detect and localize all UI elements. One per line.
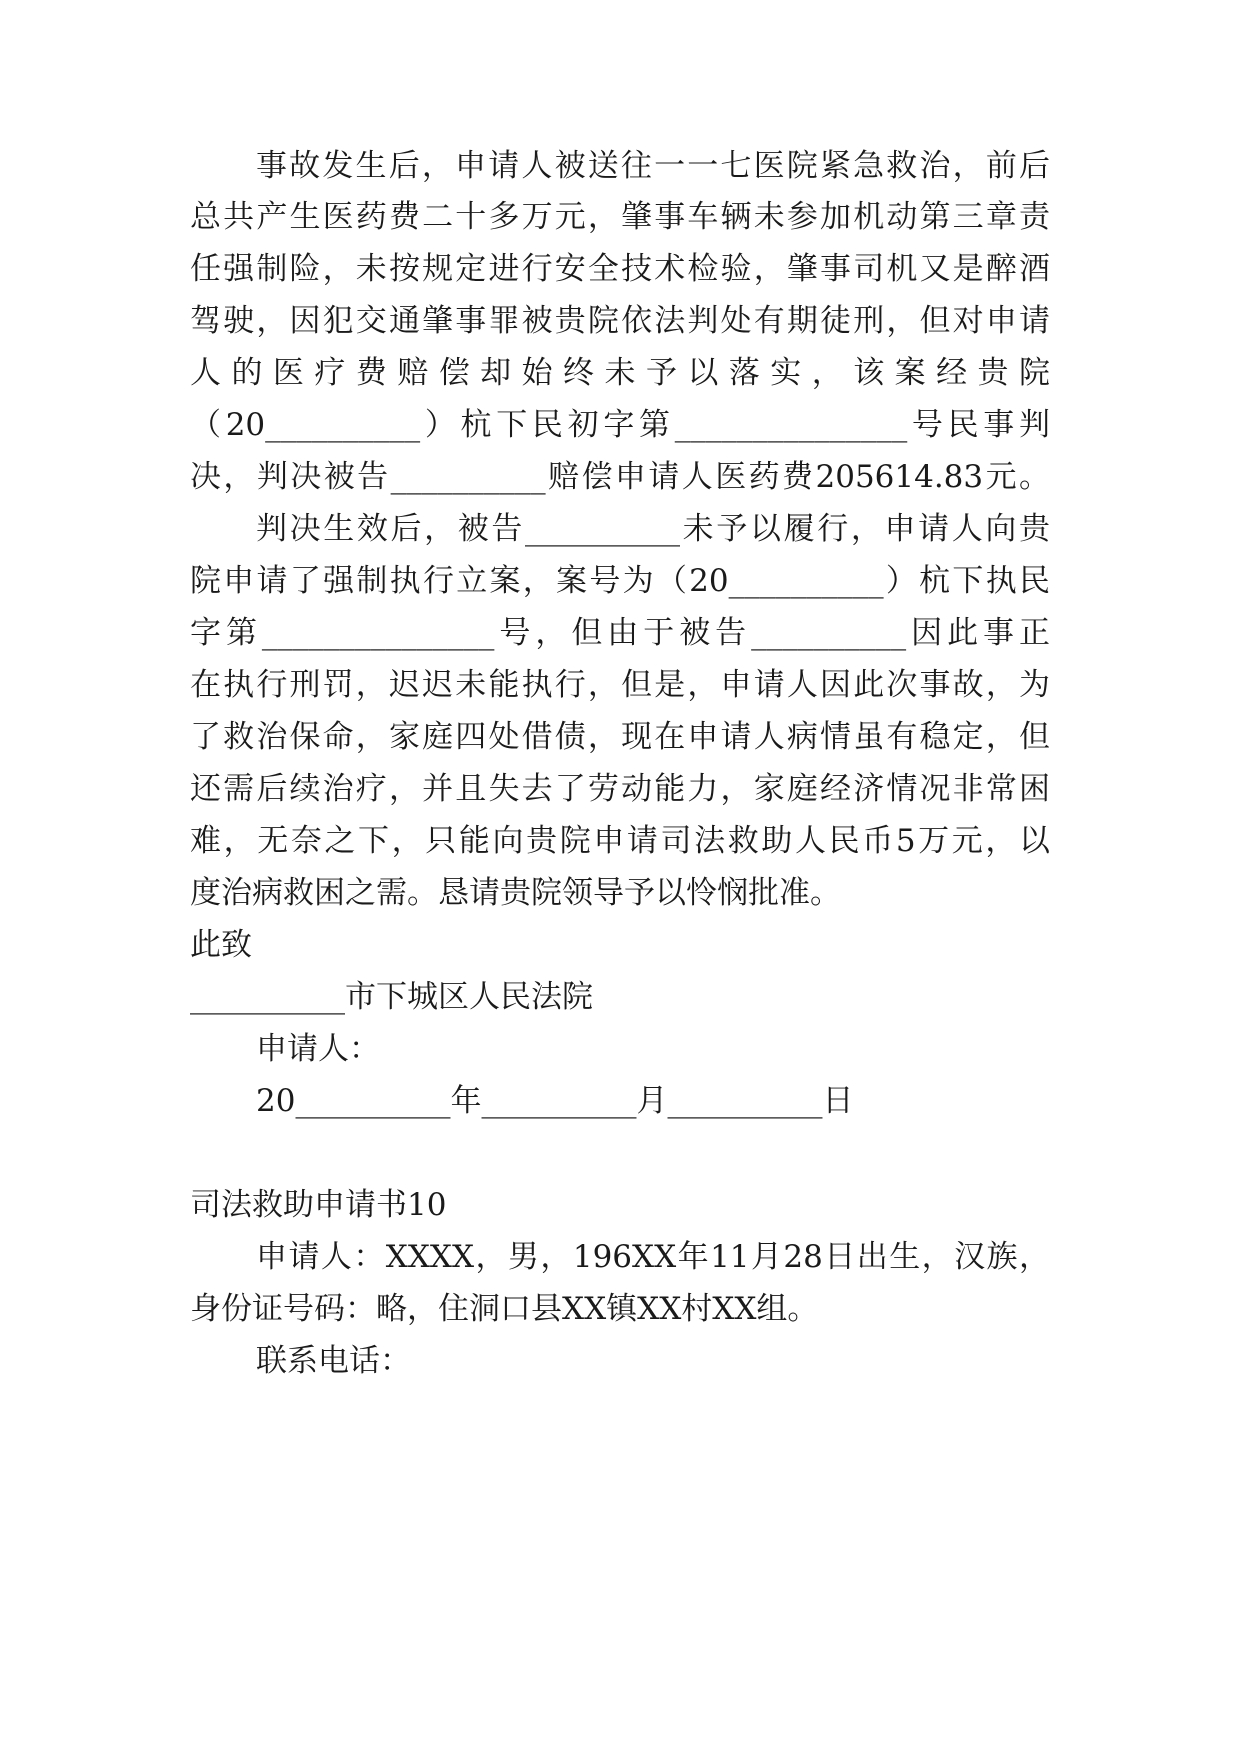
applicant-info-line: 申请人：XXXX，男，196XX年11月28日出生，汉族，: [256, 1239, 1050, 1275]
court-name: __________市下城区人民法院: [190, 979, 593, 1015]
applicant-signature: 申请人：: [256, 1031, 380, 1067]
date-line: 20__________年__________月__________日: [256, 1083, 854, 1119]
paragraph-line: 还需后续治疗，并且失去了劳动能力，家庭经济情况非常困: [190, 771, 1050, 807]
paragraph-line: （20__________）杭下民初字第_______________号民事判: [190, 407, 1050, 443]
paragraph-line: 了救治保命，家庭四处借债，现在申请人病情虽有稳定，但: [190, 719, 1050, 755]
paragraph-line: 总共产生医药费二十多万元，肇事车辆未参加机动第三章责: [190, 199, 1050, 235]
paragraph-line: 任强制险，未按规定进行安全技术检验，肇事司机又是醉酒: [190, 251, 1050, 287]
paragraph-line: 在执行刑罚，迟迟未能执行，但是，申请人因此次事故，为: [190, 667, 1050, 703]
paragraph-line: 院申请了强制执行立案，案号为（20__________）杭下执民: [190, 563, 1050, 599]
paragraph-line: 决，判决被告__________赔偿申请人医药费205614.83元。: [190, 459, 1050, 495]
paragraph-line: 人的医疗费赔偿却始终未予以落实，该案经贵院: [190, 355, 1050, 391]
paragraph-line: 判决生效后，被告__________未予以履行，申请人向贵: [256, 511, 1050, 547]
paragraph-line: 驾驶，因犯交通肇事罪被贵院依法判处有期徒刑，但对申请: [190, 303, 1050, 339]
paragraph-line: 字第_______________号，但由于被告__________因此事正: [190, 615, 1050, 651]
section-title: 司法救助申请书10: [190, 1187, 447, 1223]
salutation: 此致: [190, 927, 252, 963]
applicant-info-line: 身份证号码：略，住洞口县XX镇XX村XX组。: [190, 1291, 819, 1327]
paragraph-line: 难，无奈之下，只能向贵院申请司法救助人民币5万元，以: [190, 823, 1050, 859]
paragraph-line: 度治病救困之需。恳请贵院领导予以怜悯批准。: [190, 875, 841, 911]
contact-phone: 联系电话：: [256, 1343, 411, 1379]
paragraph-line: 事故发生后，申请人被送往一一七医院紧急救治，前后: [256, 148, 1050, 184]
